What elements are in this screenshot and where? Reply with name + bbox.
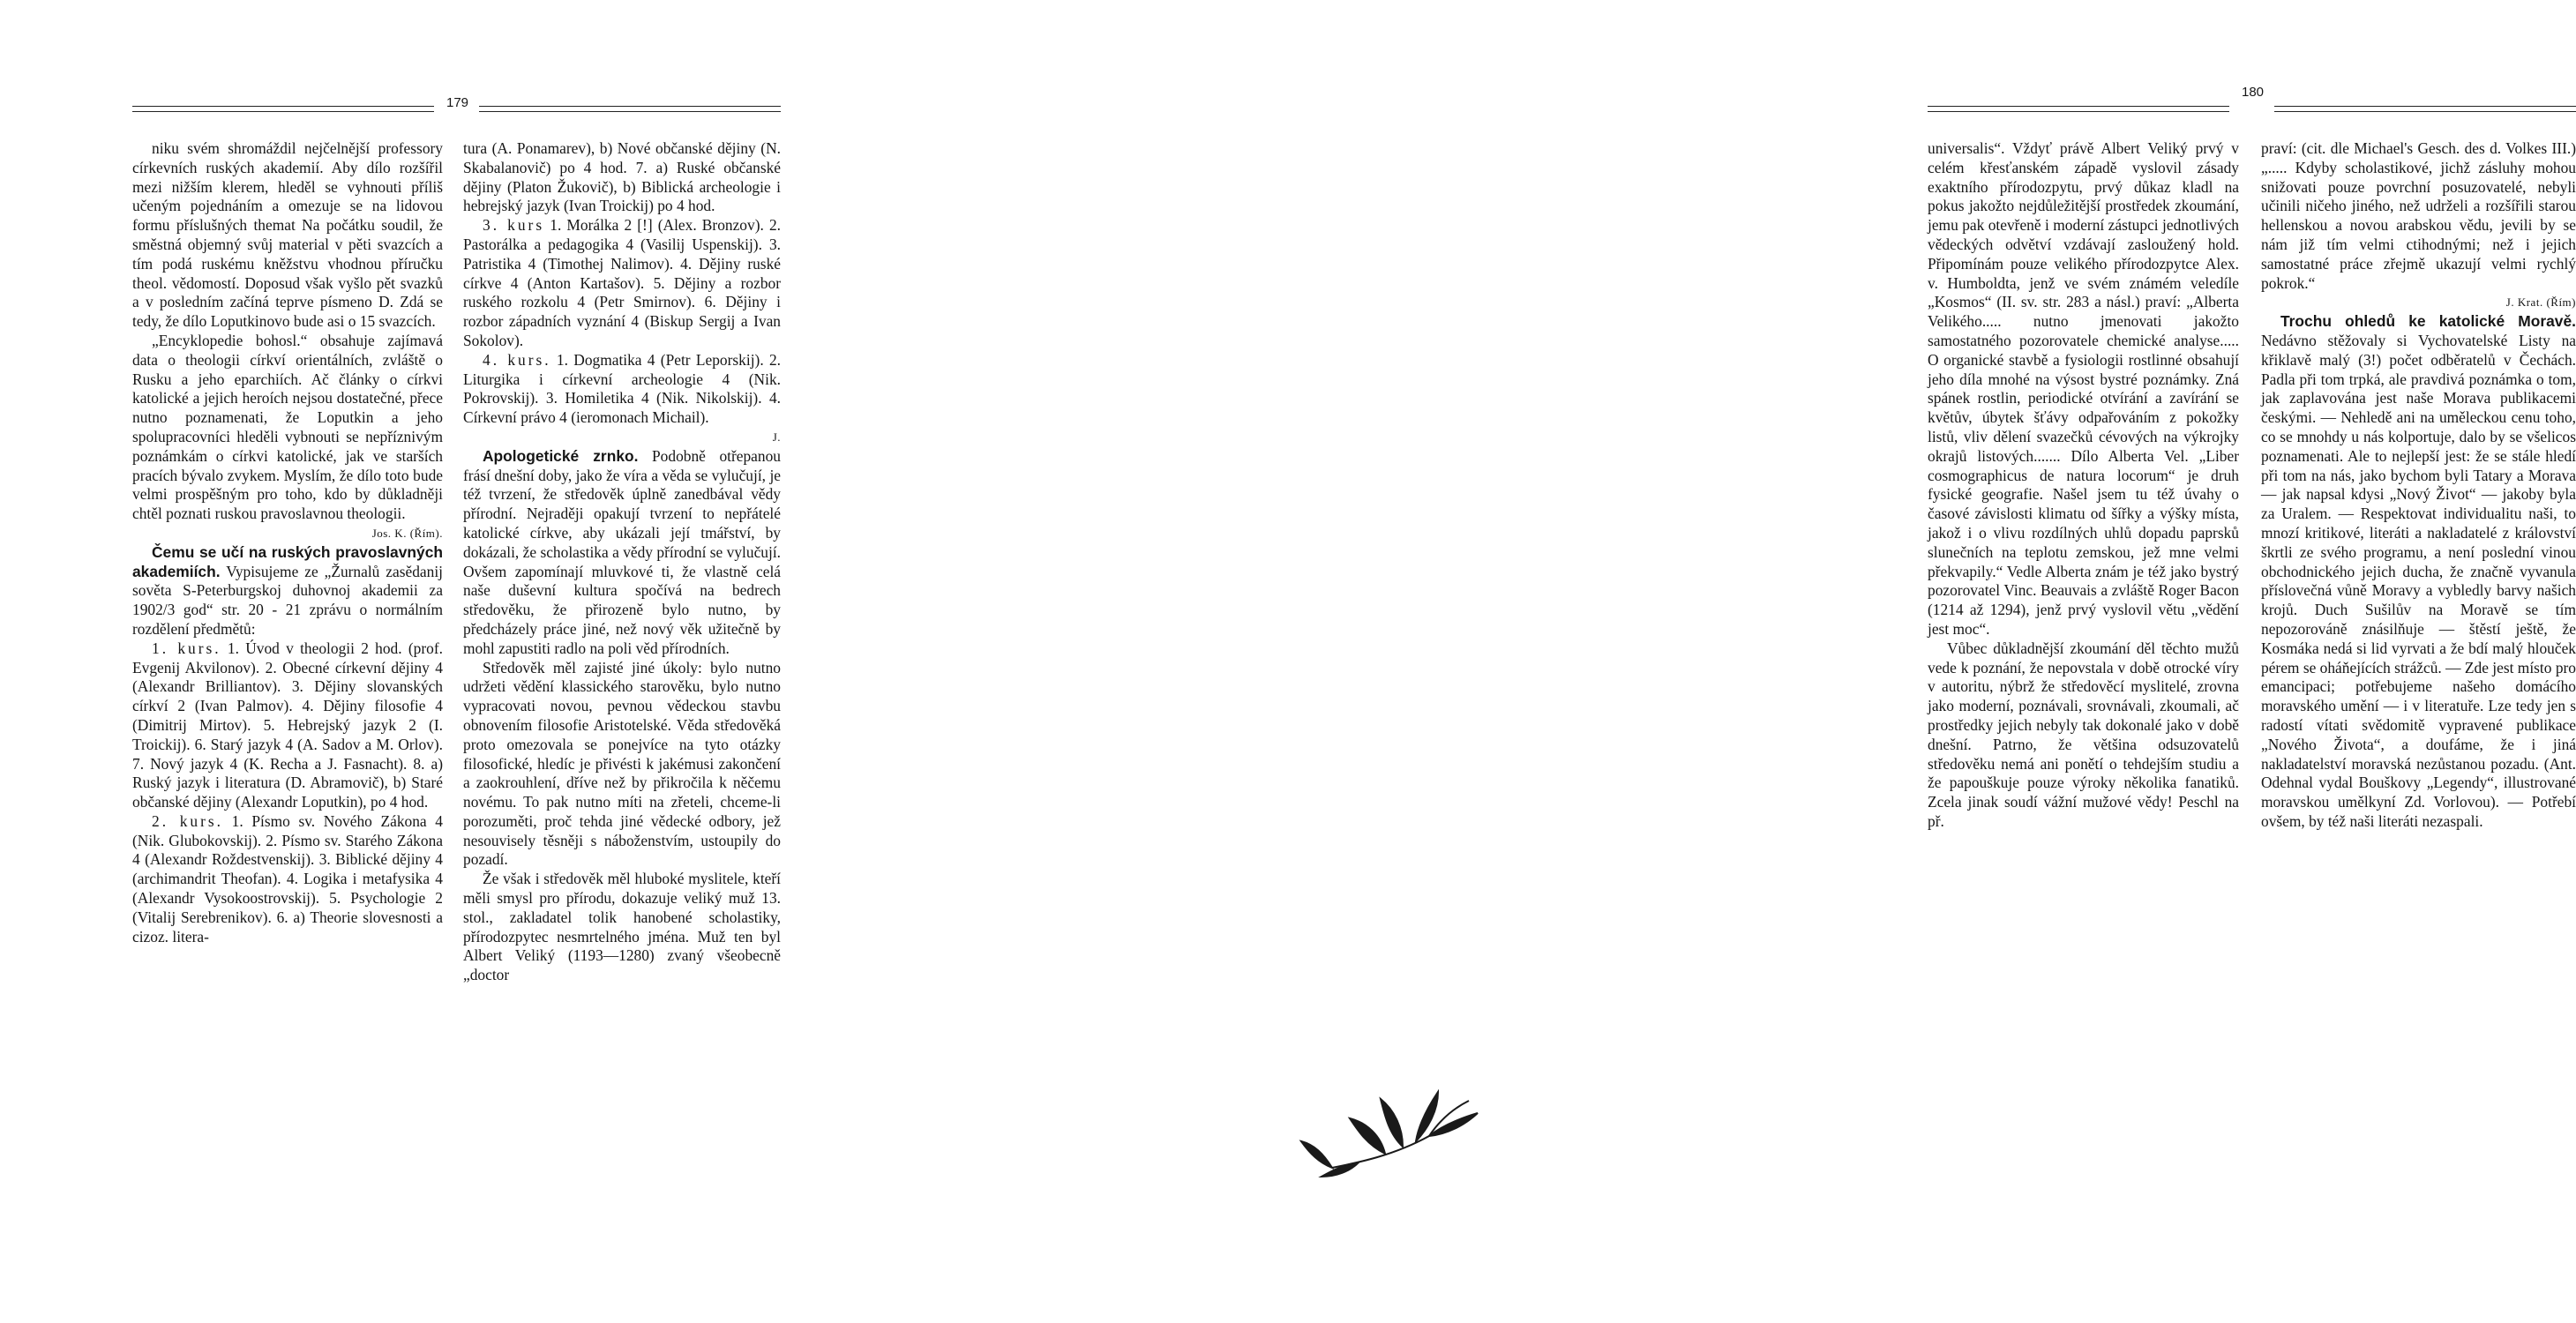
paragraph-text: 1. Úvod v theologii 2 hod. (prof. Evgenij Akvilonov). 2. Obecné církevní dějiny 4 (Alexandr Brilliantov). 3. Dějiny slovanských církví 2 (Ivan Palmov). 4. Dějiny filosofie 4 (Dimitrij Mirtov). 5. Hebrejský jazyk 2 (I. Troickij). 6. Starý jazyk 4 (A. Sadov a M. Orlov). 7. Nový jazyk 4 (K. Recha a J. Fasnacht). 8. a) Ruský jazyk i literatura (D. Abramovič), b) Staré občanské dějiny (Alexandr Loputkin), po 4 hod.: [132, 639, 443, 811]
paragraph: [2261, 139, 2576, 312]
paragraph: [1928, 639, 2239, 832]
paragraph: [132, 639, 443, 812]
left-page-header: [132, 95, 781, 123]
right-page-column-2: [2261, 139, 2576, 832]
author-signature: J.: [772, 430, 781, 444]
header-rule-right: [2274, 106, 2576, 112]
paragraph: [1928, 139, 2239, 639]
right-page-header: [1928, 85, 2576, 123]
author-signature: J. Krat. (Řím): [2505, 295, 2576, 310]
paragraph-text: Nedávno stěžovaly si Vychovatelské Listy na křiklavě malý (3!) počet odběratelů v Čechách. Padla při tom trpká, ale pravdivá poznámka o tom, jak zaplavována jest naše Morava publikacemi českými. — Nehledě ani na uměleckou cenu toho, co se mnohdy u nás kolportuje, dalo by se všelicos poznamenati. Ale to nejlepší jest: že se stále hledí při tom na nás, jako bychom byli Tatary a Morava — jak napsal kdysi „Nový Život“ — jakoby byla za Uralem. — Respektovat individualitu naši, to mnozí kritikové, literáti a nakladatelé z království škrtli ze svého programu, a není poslední vinou obchodnického jejich ducha, že značně vyvanula příslovečná vůně Moravy a vybledly barvy našich krojů. Duch Sušilův na Moravě se tím nepozorováně znásilňuje — štěstí ještě, že Kosmáka nedá si lid vyrvati a že bdí malý hlouček pérem se oháňejících strážců. — Zde jest místo pro emancipaci; potřebujeme našeho domácího moravského umění — i v literatuře. Lze tedy jen s radostí vítati svědomitě vypravené publikace „Nového Života“, a doufáme, že i jiná nakladatelství moravská nezůstanou pozadu. (Ant. Odehnal vydal Bouškovy „Legendy“, illustrované moravskou umělkyní Zd. Vorlovou). — Potřebí ovšem, by též naši literáti nezaspali.: [2261, 331, 2576, 830]
paragraph-text: Podobně otřepanou frásí dnešní doby, jako že víra a věda se vylučují, je též tvrzení, že středověk úplně zanedbával vědy přírodní. Nejraději opakují tvrzení to nepřátelé katolické církve, aby ukázali její tmářství, by dokázali, že scholastika a vědy přírodní se vylučují. Ovšem zapomínají mluvkové ti, že vlastně celá naše duševní kultura spočívá na bedrech středověku, že přirozeně bylo nutno, by předcházely práce jiné, než nový věk užitečně by mohl zapustiti radlo na poli věd přírodních.: [463, 446, 781, 657]
header-rule-right: [479, 106, 781, 112]
paragraph-text: Vypisujeme ze „Žurnalů zasědanij sověta S-Peterburgskoj duhovnoj akademii za 1902/3 god“ str. 20 - 21 zprávu o normálním rozdělení předmětů:: [132, 562, 443, 638]
right-page-column-1: [1928, 139, 2239, 832]
paragraph: [463, 216, 781, 351]
paragraph-text: „Encyklopedie bohosl.“ obsahuje zajímavá data o theologii církví orientálních, zvláště o Rusku a jeho eparchiích. Ač články o církvi katolické a jejich heroích nejsou dostatečné, přece nutno poznamenati, že Loputkin a jeho spolupracovníci hleděli vybnouti se nepříznivým poznámkám o církvi katolické, jak ve starších pracích bývalo zvykem. Myslím, že dílo toto bude velmi prospěšným pro toho, kdo by důkladněji chtěl poznati ruskou pravoslavnou theologii.: [132, 331, 443, 523]
paragraph-text: tura (A. Ponamarev), b) Nové občanské dějiny (N. Skabalanovič) po 4 hod. 7. a) Ruské občanské dějiny (Platon Žukovič), b) Biblická archeologie i hebrejský jazyk (Ivan Troickij) po 4 hod.: [463, 139, 781, 215]
paragraph-text: niku svém shromáždil nejčelnější professory církevních ruských akademií. Aby dílo rozšířil mezi nižším klerem, hleděl se vyhnouti příliš učeným pojednáním a omezuje se na lidovou formu příslušných themat Na počátku soudil, že směstná objemný svůj material v pěti svazcích a tím podá ruskému kněžstvu vhodnou příručku theol. vědomostí. Doposud však vyšlo pět svazků a v posledním začíná teprve písmeno D. Zdá se tedy, že dílo Loputkinovo bude asi o 15 svazcích.: [132, 139, 443, 331]
paragraph: [132, 543, 443, 639]
paragraph-text: universalis“. Vždyť právě Albert Veliký prvý v celém křesťanském západě vyslovil zásady exaktního přírodozpytu, prvý důkaz kladl na pokus jakožto nejdůležitější prostředek zkoumání, jemu pak otevřeně i moderní zástupci jednotlivých vědeckých odvětví vzdávají zasloužený hold. Připomínám pouze velikého přírodozpytce Alex. v. Humboldta, jenž ve svém známém veledíle „Kosmos“ (II. sv. str. 283 a násl.) praví: „Alberta Velikého..... nutno jmenovati jakožto samostatného pozorovatele chemické analyse..... O organické stavbě a fysiologii rostlinné obsahují jeho díla mnohé na výsost bystré poznámky. Zná spánek rostlin, periodické otvírání a zavírání se květův, úbytek šťávy odpařováním z pokožky listů, vliv dělení svazečků cévových na výkrojky okrajů listových....... Dílo Alberta Vel. „Liber cosmographicus de natura locorum“ je druh fysické geografie. Našel jsem tu též úvahy o časové závislosti klimatu od šířky a výšky místa, jakož i o vlivu rozdílných uhlů dopadu paprsků slunečních na teplotu zemskou, jež mne velmi překvapily.“ Vedle Alberta znám je též jako bystrý pozorovatel Vinc. Beauvais a zvláště Roger Bacon (1214 až 1294), jenž prvý vyslovil větu „vědění jest moc“.: [1928, 139, 2239, 638]
paragraph: [463, 351, 781, 447]
left-page: [0, 0, 895, 1323]
header-rule-left: [1928, 106, 2229, 112]
paragraph: [463, 447, 781, 659]
course-label: 2. kurs.: [152, 811, 223, 830]
paragraph: [132, 139, 443, 332]
author-signature: Jos. K. (Řím).: [371, 526, 443, 540]
course-label: 1. kurs.: [152, 639, 221, 657]
paragraph-text: 1. Morálka 2 [!] (Alex. Bronzov). 2. Pastorálka a pedagogika 4 (Vasilij Uspenskij). 3. Patristika 4 (Timothej Nalimov). 4. Dějiny ruské církve 4 (Anton Kartašov). 5. Dějiny a rozbor ruského rozkolu 4 (Petr Smirnov). 6. Dějiny i rozbor západních vyznání 4 (Biskup Sergij a Ivan Sokolov).: [463, 216, 782, 349]
floral-ornament-icon: [1297, 1083, 1482, 1180]
paragraph-text: Že však i středověk měl hluboké myslitele, kteří měli smysl pro přírodu, dokazuje veliký muž 13. stol., zakladatel tolik hanobené scholastiky, přírodozpytec nesmrtelného jména. Muž ten byl Albert Veliký (1193—1280) zvaný všeobecně „doctor: [463, 870, 781, 984]
page-number: 180: [2242, 85, 2265, 100]
paragraph: [132, 332, 443, 543]
left-page-column-1: [132, 139, 443, 946]
paragraph: [2261, 312, 2576, 832]
left-page-column-2: [463, 139, 781, 985]
paragraph-text: 1. Písmo sv. Nového Zákona 4 (Nik. Glubokovskij). 2. Písmo sv. Starého Zákona 4 (Alexandr Roždestvenskij). 3. Biblické dějiny 4 (archimandrit Theofan). 4. Logika i metafysika 4 (Alexandr Vysokoostrovskij). 5. Psychologie 2 (Vitalij Serebrenikov). 6. a) Theorie slovesnosti a cizoz. litera-: [132, 811, 443, 946]
section-heading: Apologetické zrnko.: [483, 446, 639, 465]
header-rule-left: [132, 106, 434, 112]
course-label: 4. kurs.: [483, 350, 551, 369]
section-heading: Čemu se učí na ruských pravoslavných akademiích.: [132, 542, 443, 580]
section-heading: Trochu ohledů ke katolické Moravě.: [2280, 312, 2576, 331]
paragraph: [132, 812, 443, 947]
paragraph: [463, 139, 781, 216]
paragraph-text: praví: (cit. dle Michael's Gesch. des d. Volkes III.) „..... Kdyby scholastikové, jichž zásluhy mohou snižovati pouze povrchní posuzovatelé, nebyli učinili ničeho jiného, než udrželi a rozšířili starou hellenskou a novou arabskou vědu, jevili by se nám již tím velmi ctihodnými; než i jejich samostatné práce zřejmě ukazují velmi rychlý pokrok.“: [2261, 139, 2576, 292]
paragraph-text: Středověk měl zajisté jiné úkoly: bylo nutno udržeti vědění klassického starověku, bylo nutno vypracovati novou, pevnou vědeckou stavbu obnovením filosofie Aristotelské. Věda středověká proto omezovala se ponejvíce na tyto otázky filosofické, hledíc je přivésti k jakémusi zakončení a zaokrouhlení, dříve než by přikročila k něčemu novému. To pak nutno míti na zřeteli, chceme-li porozuměti, proč tehda jiné vědecké odbory, jež nesouvisely těsněji s náboženstvím, ustoupily do pozadí.: [463, 658, 781, 869]
paragraph-text: Vůbec důkladnější zkoumání děl těchto mužů vede k poznání, že nepovstala v době otrocké víry v autoritu, nýbrž že středověcí myslitelé, zrovna jako moderní, poznávali, srovnávali, zkoumali, ač prostředky jejich nebyly tak dokonalé jako v době dnešní. Patrno, že většina odsuzovatelů středověku nemá ani ponětí o tehdejším studiu a že papouškuje pouze výroky několika fanatiků. Zcela jinak soudí vážní mužové vědy! Peschl na př.: [1928, 639, 2239, 830]
paragraph: [463, 870, 781, 985]
paragraph: [463, 659, 781, 871]
page-number: 179: [446, 95, 469, 110]
course-label: 3. kurs: [483, 216, 545, 235]
paragraph-text: 1. Dogmatika 4 (Petr Leporskij). 2. Liturgika i církevní archeologie 4 (Nik. Pokrovskij). 3. Homiletika 4 (Nik. Nikolskij). 4. Církevní právo 4 (ieromonach Michail).: [463, 350, 781, 427]
